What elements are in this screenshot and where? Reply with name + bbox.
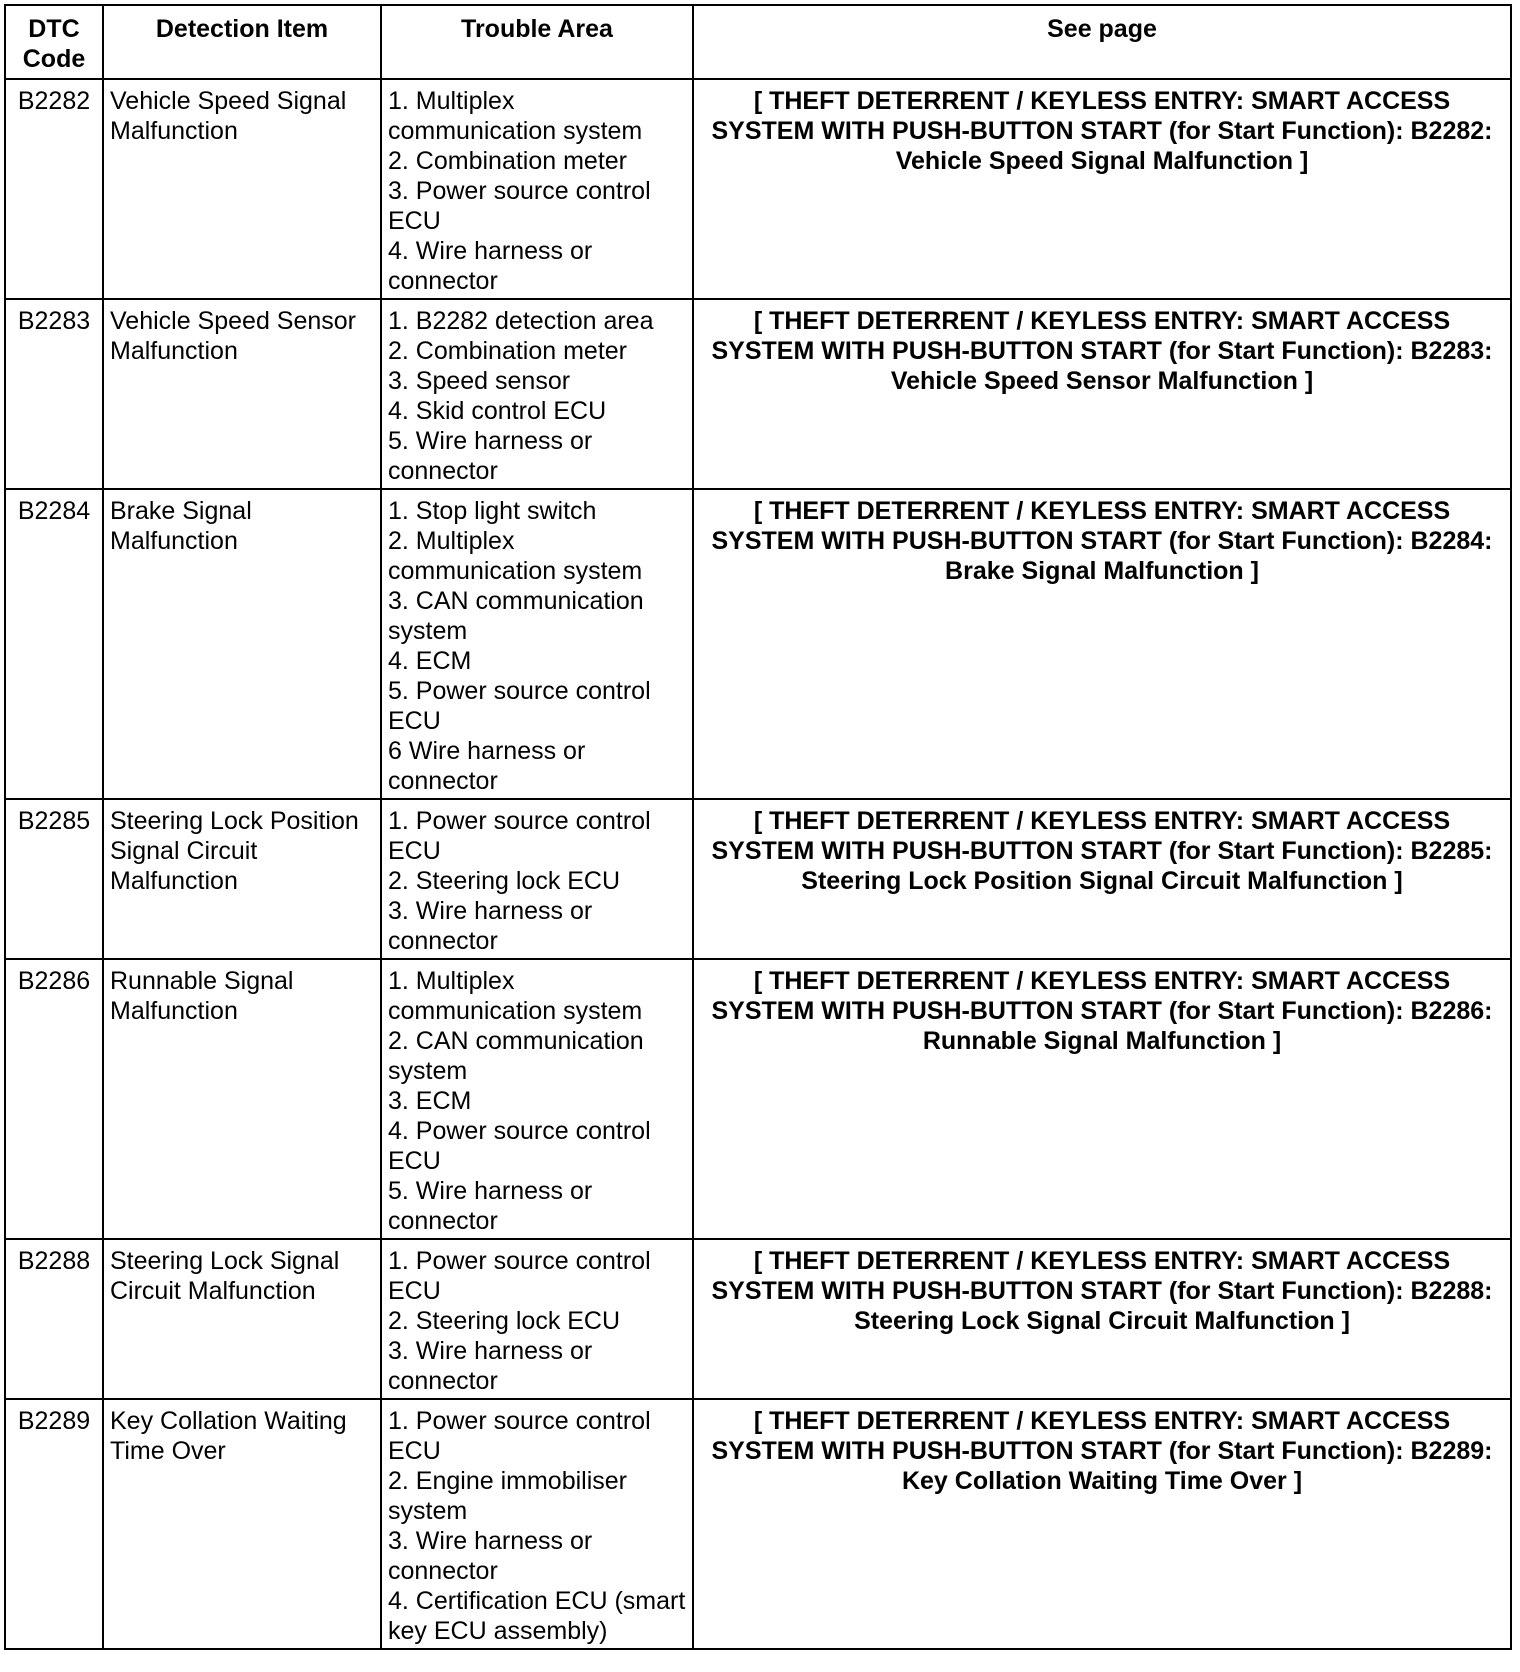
trouble-area-cell [381, 799, 693, 959]
see-page-link[interactable]: [ THEFT DETERRENT / KEYLESS ENTRY: SMART ACCESS SYSTEM WITH PUSH-BUTTON START (for Start Function): B2282: Vehicle Speed Signal Malfunction ] [693, 79, 1511, 299]
trouble-area-item: 2. Steering lock ECU [388, 1307, 621, 1335]
table-row [5, 1399, 1511, 1649]
trouble-area-item: 2. Multiplex communication system [388, 527, 643, 585]
trouble-area-item: 2. Combination meter [388, 147, 628, 175]
header-detection-item: Detection Item [103, 5, 381, 79]
dtc-code-cell: B2289 [5, 1399, 103, 1649]
trouble-area-item: 1. Multiplex communication system [388, 87, 643, 145]
trouble-area-item: 3. Wire harness or connector [388, 897, 593, 955]
detection-item-cell: Brake Signal Malfunction [103, 489, 381, 799]
see-page-link[interactable]: [ THEFT DETERRENT / KEYLESS ENTRY: SMART ACCESS SYSTEM WITH PUSH-BUTTON START (for Start Function): B2289: Key Collation Waiting Time Over ] [693, 1399, 1511, 1649]
trouble-area-item: 2. Combination meter [388, 337, 628, 365]
trouble-area-item: 4. Power source control ECU [388, 1117, 651, 1175]
see-page-link[interactable]: [ THEFT DETERRENT / KEYLESS ENTRY: SMART ACCESS SYSTEM WITH PUSH-BUTTON START (for Start Function): B2283: Vehicle Speed Sensor Malfunction ] [693, 299, 1511, 489]
table-row [5, 959, 1511, 1239]
see-page-link[interactable]: [ THEFT DETERRENT / KEYLESS ENTRY: SMART ACCESS SYSTEM WITH PUSH-BUTTON START (for Start Function): B2288: Steering Lock Signal Circuit Malfunction ] [693, 1239, 1511, 1399]
trouble-area-cell [381, 489, 693, 799]
dtc-code-cell: B2284 [5, 489, 103, 799]
header-trouble-area: Trouble Area [381, 5, 693, 79]
trouble-area-item: 3. ECM [388, 1087, 472, 1115]
trouble-area-item: 4. Certification ECU (smart key ECU assembly) [388, 1587, 686, 1645]
dtc-code-cell: B2286 [5, 959, 103, 1239]
trouble-area-item: 5. Wire harness or connector [388, 1177, 593, 1235]
dtc-table [4, 4, 1512, 1650]
see-page-link[interactable]: [ THEFT DETERRENT / KEYLESS ENTRY: SMART ACCESS SYSTEM WITH PUSH-BUTTON START (for Start Function): B2286: Runnable Signal Malfunction ] [693, 959, 1511, 1239]
table-row [5, 79, 1511, 299]
trouble-area-item: 1. Power source control ECU [388, 1407, 651, 1465]
header-row [5, 5, 1511, 79]
dtc-code-cell: B2283 [5, 299, 103, 489]
detection-item-cell: Steering Lock Signal Circuit Malfunction [103, 1239, 381, 1399]
trouble-area-cell [381, 1239, 693, 1399]
detection-item-cell: Vehicle Speed Signal Malfunction [103, 79, 381, 299]
trouble-area-cell [381, 1399, 693, 1649]
see-page-link[interactable]: [ THEFT DETERRENT / KEYLESS ENTRY: SMART ACCESS SYSTEM WITH PUSH-BUTTON START (for Start Function): B2285: Steering Lock Position Signal Circuit Malfunction ] [693, 799, 1511, 959]
detection-item-cell: Key Collation Waiting Time Over [103, 1399, 381, 1649]
trouble-area-item: 6 Wire harness or connector [388, 737, 586, 795]
table-row [5, 1239, 1511, 1399]
trouble-area-item: 4. Wire harness or connector [388, 237, 593, 295]
trouble-area-cell [381, 959, 693, 1239]
detection-item-cell: Vehicle Speed Sensor Malfunction [103, 299, 381, 489]
header-dtc-code: DTC Code [5, 5, 103, 79]
trouble-area-item: 5. Wire harness or connector [388, 427, 593, 485]
trouble-area-item: 3. Wire harness or connector [388, 1337, 593, 1395]
trouble-area-item: 3. Wire harness or connector [388, 1527, 593, 1585]
trouble-area-item: 3. CAN communication system [388, 587, 644, 645]
dtc-code-cell: B2285 [5, 799, 103, 959]
trouble-area-cell [381, 299, 693, 489]
table-row [5, 799, 1511, 959]
trouble-area-item: 1. Stop light switch [388, 497, 597, 525]
trouble-area-item: 3. Power source control ECU [388, 177, 651, 235]
table-header [5, 5, 1511, 79]
detection-item-cell: Steering Lock Position Signal Circuit Malfunction [103, 799, 381, 959]
dtc-code-cell: B2288 [5, 1239, 103, 1399]
trouble-area-item: 2. Engine immobiliser system [388, 1467, 627, 1525]
trouble-area-item: 1. Power source control ECU [388, 807, 651, 865]
table-body [5, 79, 1511, 1649]
dtc-code-cell: B2282 [5, 79, 103, 299]
trouble-area-cell [381, 79, 693, 299]
detection-item-cell: Runnable Signal Malfunction [103, 959, 381, 1239]
trouble-area-item: 1. B2282 detection area [388, 307, 654, 335]
trouble-area-item: 2. CAN communication system [388, 1027, 644, 1085]
trouble-area-item: 4. ECM [388, 647, 472, 675]
trouble-area-item: 2. Steering lock ECU [388, 867, 621, 895]
trouble-area-item: 5. Power source control ECU [388, 677, 651, 735]
table-row [5, 299, 1511, 489]
trouble-area-item: 3. Speed sensor [388, 367, 571, 395]
trouble-area-item: 1. Multiplex communication system [388, 967, 643, 1025]
table-row [5, 489, 1511, 799]
see-page-link[interactable]: [ THEFT DETERRENT / KEYLESS ENTRY: SMART ACCESS SYSTEM WITH PUSH-BUTTON START (for Start Function): B2284: Brake Signal Malfunction ] [693, 489, 1511, 799]
trouble-area-item: 4. Skid control ECU [388, 397, 607, 425]
header-see-page: See page [693, 5, 1511, 79]
trouble-area-item: 1. Power source control ECU [388, 1247, 651, 1305]
